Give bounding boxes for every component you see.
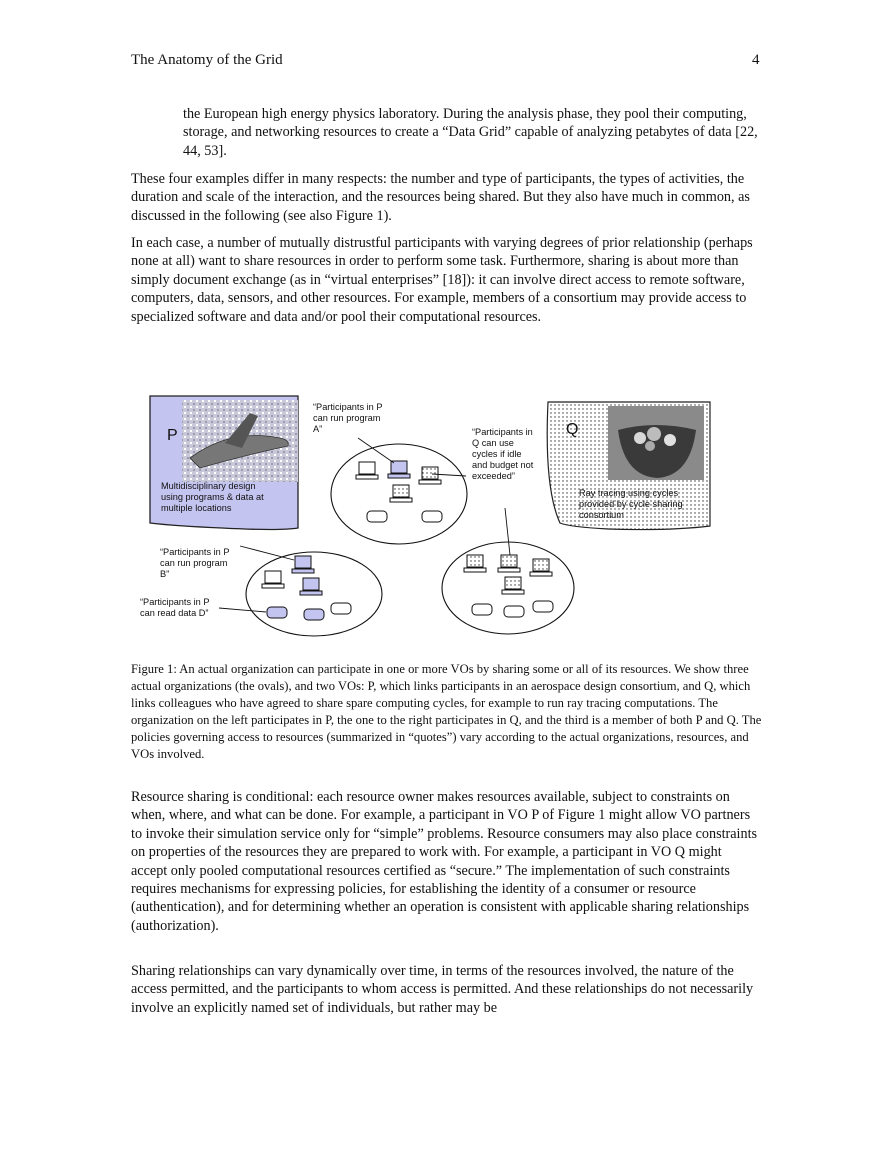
figure-1-diagram [130, 388, 730, 643]
vo-q-desc-line: consortium [579, 510, 624, 520]
running-header-title: The Anatomy of the Grid [131, 52, 283, 68]
airplane-image [182, 400, 298, 482]
vo-p-desc-line: Multidisciplinary design [161, 481, 256, 491]
vo-q-desc-line: Ray tracing using cycles [579, 488, 679, 498]
paragraph-examples-differ: These four examples differ in many respects: the number and type of participants, the types of activities, the duration and scale of the interaction, and the resources being shared. But they also have much in common, as discussed in the following (see also Figure 1). [131, 171, 750, 224]
label-line: cycles if idle [472, 449, 522, 459]
figure-1 [130, 388, 730, 643]
label-line: A” [313, 424, 323, 434]
storage-icon [267, 607, 287, 618]
computer-icon [300, 578, 322, 595]
label-line: “Participants in P [160, 547, 230, 557]
figure-1-caption: Figure 1: An actual organization can participate in one or more VOs by sharing some or all of its resources. We show three actual organizations (the ovals), and two VOs: P, which links participants in an aerospace design consortium, and Q, which links colleagues who have agreed to share spare computing cycles, for example to run ray tracing computations. The organization on the left participates in P, the one to the right participates in Q, and the third is a member of both P and Q. The policies governing access to resources (summarized in “quotes”) vary according to the actual organizations, resources, and VOs involved. [131, 662, 762, 761]
label-line: “Participants in [472, 427, 533, 437]
paragraph-continuation: the European high energy physics laboratory. During the analysis phase, they pool their computing, storage, and networking resources to create a “Data Grid” capable of analyzing petabytes of data [22, 44, 53]. [183, 106, 758, 159]
label-run-program-b [160, 547, 232, 579]
label-run-program-a [313, 402, 385, 434]
computer-icon [262, 571, 284, 588]
paragraph-sharing-relationships: Sharing relationships can vary dynamically over time, in terms of the resources involved, the nature of the access permitted, and the participants to whom access is permitted. And these relationships do not necessarily involve an explicitly named set of individuals, but rather may be [131, 963, 754, 1016]
leader-line-run-b [240, 546, 294, 560]
label-line: “Participants in P [313, 402, 383, 412]
computer-icon [292, 556, 314, 573]
label-line: can run program [313, 413, 381, 423]
vo-q-letter: Q [566, 421, 579, 438]
computer-icon [498, 555, 520, 572]
computer-icon [388, 461, 410, 478]
computer-icon [390, 485, 412, 502]
storage-icon [331, 603, 351, 614]
leader-line-read-d [219, 608, 266, 612]
storage-icon [367, 511, 387, 522]
computer-icon [464, 555, 486, 572]
computer-icon [530, 559, 552, 576]
leader-line-run-a [358, 438, 394, 463]
storage-icon [504, 606, 524, 617]
storage-icon [472, 604, 492, 615]
label-q-use-cycles [472, 427, 536, 481]
label-line: can run program [160, 558, 228, 568]
computer-icon [502, 577, 524, 594]
storage-icon [533, 601, 553, 612]
storage-icon [422, 511, 442, 522]
label-line: exceeded” [472, 471, 515, 481]
storage-icon [304, 609, 324, 620]
computer-icon [419, 467, 441, 484]
label-line: can read data D” [140, 608, 209, 618]
paragraph-resource-sharing: Resource sharing is conditional: each resource owner makes resources available, subject to constraints on when, where, and what can be done. For example, a participant in VO P of Figure 1 might allow VO partners to invoke their simulation service only for “simple” problems. Resource consumers may also place constraints on properties of the resources they are prepared to work with. For example, a participant in VO Q might accept only pooled computational resources certified as “secure.” The implementation of such constraints requires mechanisms for expressing policies, for establishing the identity of a consumer or resource (authentication), and for determining whether an operation is consistent with applicable sharing relationships (authorization). [131, 789, 758, 934]
ray-traced-bowl-image [608, 406, 704, 480]
label-read-data-d [140, 597, 212, 618]
page-number: 4 [752, 52, 760, 68]
label-line: “Participants in P [140, 597, 210, 607]
vo-q-desc-line: provided by cycle sharing [579, 499, 683, 509]
leader-line-q-cycles-lower [505, 508, 510, 555]
label-line: and budget not [472, 460, 534, 470]
computer-icon [356, 462, 378, 479]
label-line: Q can use [472, 438, 514, 448]
vo-p-desc-line: using programs & data at [161, 492, 264, 502]
vo-p-desc-line: multiple locations [161, 503, 232, 513]
paragraph-each-case: In each case, a number of mutually distrustful participants with varying degrees of prior relationship (perhaps none at all) want to share resources in order to perform some task. Furthermore, sharing is about more than simply document exchange (as in “virtual enterprises” [18]): it can involve direct access to remote software, computers, data, sensors, and other resources. For example, members of a consortium may provide access to specialized software and data and/or pool their computational resources. [131, 235, 753, 325]
vo-p-letter: P [167, 427, 178, 444]
label-line: B” [160, 569, 170, 579]
